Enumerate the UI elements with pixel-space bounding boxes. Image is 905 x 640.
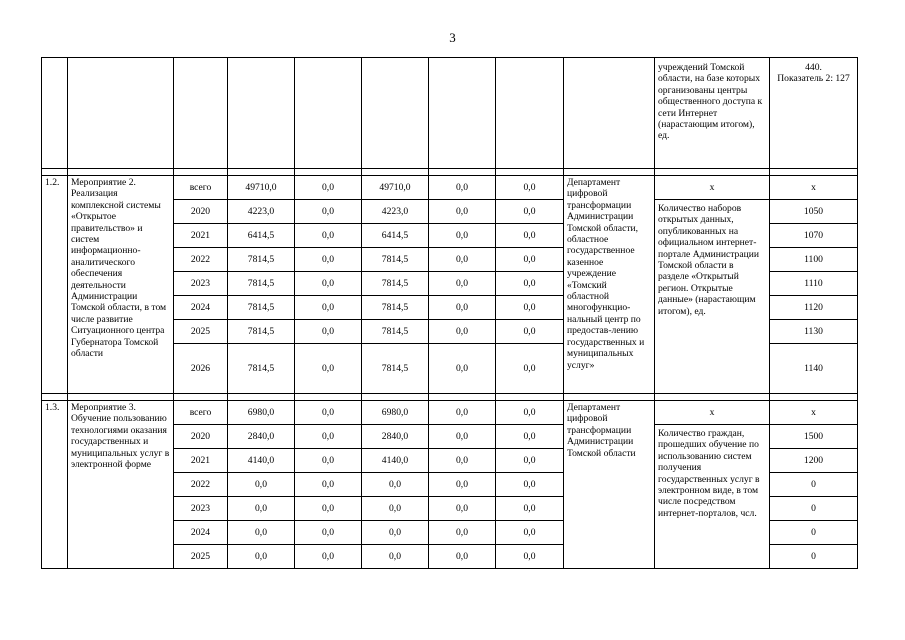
year-cell: 2024 [174,296,228,320]
total-cell: 7814,5 [228,296,295,320]
indicator-header-value: х [770,401,858,425]
value-cell: 0,0 [295,320,362,344]
cell-empty [496,58,564,169]
spacer-cell [496,394,564,401]
section-code: 1.3. [42,401,68,569]
value-cell: 0,0 [362,473,429,497]
spacer-cell [174,169,228,176]
value-cell: 0,0 [496,296,564,320]
value-cell: 49710,0 [362,176,429,200]
spacer-cell [228,394,295,401]
continuation-value: 440. Показатель 2: 127 [770,58,858,169]
value-cell: 7814,5 [362,344,429,394]
indicator-header-value: х [770,176,858,200]
section-title: Мероприятие 3. Обучение пользованию технологиями оказания государственных и муниципальных услуг в электронной форме [68,401,174,569]
spacer-cell [564,394,655,401]
spacer-cell [564,169,655,176]
spacer-cell [770,169,858,176]
year-cell: 2021 [174,224,228,248]
section-spacer [42,169,858,176]
total-cell: 4223,0 [228,200,295,224]
value-cell: 0,0 [362,521,429,545]
cell-empty [42,58,68,169]
value-cell: 7814,5 [362,320,429,344]
value-cell: 7814,5 [362,272,429,296]
value-cell: 4223,0 [362,200,429,224]
spacer-cell [362,169,429,176]
value-cell: 0,0 [429,224,496,248]
total-cell: 0,0 [228,473,295,497]
total-cell: 6414,5 [228,224,295,248]
value-cell: 0,0 [429,425,496,449]
value-cell: 0,0 [496,521,564,545]
value-cell: 0,0 [295,200,362,224]
cell-empty [68,58,174,169]
value-cell: 0,0 [496,344,564,394]
total-cell: 2840,0 [228,425,295,449]
table-body [42,58,858,569]
total-cell: 7814,5 [228,248,295,272]
value-cell: 0,0 [496,200,564,224]
value-cell: 0,0 [496,425,564,449]
spacer-cell [429,394,496,401]
year-cell: 2022 [174,473,228,497]
year-cell: 2026 [174,344,228,394]
year-cell: 2025 [174,320,228,344]
spacer-cell [228,169,295,176]
section-title: Мероприятие 2. Реализация комплексной системы «Открытое правительство» и систем информационно-аналитического обеспечения деятельности Администрации Томской области, в том числе развитие Ситуационного центра Губернатора Томской области [68,176,174,394]
page-number: 3 [449,30,456,45]
indicator-value: 1110 [770,272,858,296]
value-cell: 0,0 [295,344,362,394]
indicator-value: 1500 [770,425,858,449]
value-cell: 0,0 [295,272,362,296]
value-cell: 0,0 [295,176,362,200]
section-code: 1.2. [42,176,68,394]
indicator-value: 1200 [770,449,858,473]
spacer-cell [295,169,362,176]
value-cell: 0,0 [295,296,362,320]
year-cell: 2025 [174,545,228,569]
value-cell: 6980,0 [362,401,429,425]
year-cell: всего [174,176,228,200]
table-row [42,176,858,200]
value-cell: 0,0 [295,224,362,248]
section-indicator: Количество граждан, прошедших обучение по использованию систем получения государственных услуг в электронном виде, в том числе посредством интернет-порталов, чсл. [655,425,770,569]
indicator-value: 0 [770,521,858,545]
value-cell: 0,0 [362,497,429,521]
value-cell: 0,0 [295,521,362,545]
value-cell: 0,0 [362,545,429,569]
value-cell: 7814,5 [362,296,429,320]
value-cell: 0,0 [496,320,564,344]
cell-empty [174,58,228,169]
year-cell: 2022 [174,248,228,272]
indicator-header: х [655,176,770,200]
section-indicator: Количество наборов открытых данных, опубликованных на официальном интернет-портале Администрации Томской области в разделе «Открытый регион. Открытые данные» (нарастающим итогом), ед. [655,200,770,394]
indicator-value: 0 [770,545,858,569]
value-cell: 0,0 [429,344,496,394]
year-cell: 2020 [174,200,228,224]
continuation-indicator: учреждений Томской области, на базе которых организованы центры общественного доступа к сети Интернет (нарастающим итогом), ед. [655,58,770,169]
section-executor: Департамент цифровой трансформации Администрации Томской области, областное государственное казенное учреждение «Томский областной многофункцио-нальный центр по предостав-лению государственных и муниципальных услуг» [564,176,655,394]
value-cell: 0,0 [295,425,362,449]
indicator-value: 1100 [770,248,858,272]
value-cell: 2840,0 [362,425,429,449]
value-cell: 0,0 [429,200,496,224]
value-cell: 0,0 [295,248,362,272]
value-cell: 0,0 [496,176,564,200]
value-cell: 0,0 [496,545,564,569]
value-cell: 0,0 [429,272,496,296]
section-spacer [42,394,858,401]
value-cell: 0,0 [429,545,496,569]
indicator-value: 1130 [770,320,858,344]
total-cell: 7814,5 [228,344,295,394]
total-cell: 7814,5 [228,272,295,296]
total-cell: 7814,5 [228,320,295,344]
year-cell: 2021 [174,449,228,473]
value-cell: 0,0 [429,521,496,545]
total-cell: 49710,0 [228,176,295,200]
cell-empty [362,58,429,169]
value-cell: 0,0 [496,449,564,473]
year-cell: 2024 [174,521,228,545]
spacer-cell [42,169,68,176]
value-cell: 6414,5 [362,224,429,248]
indicator-value: 1050 [770,200,858,224]
spacer-cell [68,394,174,401]
spacer-cell [655,394,770,401]
value-cell: 0,0 [429,176,496,200]
indicator-value: 0 [770,473,858,497]
cell-empty [564,58,655,169]
value-cell: 0,0 [496,401,564,425]
value-cell: 0,0 [429,401,496,425]
spacer-cell [496,169,564,176]
total-cell: 6980,0 [228,401,295,425]
value-cell: 0,0 [295,401,362,425]
total-cell: 4140,0 [228,449,295,473]
value-cell: 0,0 [429,449,496,473]
continuation-row [42,58,858,169]
value-cell: 0,0 [429,473,496,497]
spacer-cell [429,169,496,176]
value-cell: 0,0 [429,296,496,320]
value-cell: 0,0 [429,320,496,344]
year-cell: 2023 [174,497,228,521]
value-cell: 0,0 [496,248,564,272]
value-cell: 0,0 [295,449,362,473]
value-cell: 0,0 [496,473,564,497]
section-executor: Департамент цифровой трансформации Администрации Томской области [564,401,655,569]
year-cell: 2023 [174,272,228,296]
value-cell: 0,0 [496,272,564,296]
spacer-cell [362,394,429,401]
value-cell: 0,0 [429,248,496,272]
spacer-cell [655,169,770,176]
year-cell: 2020 [174,425,228,449]
cell-empty [429,58,496,169]
spacer-cell [770,394,858,401]
indicator-value: 0 [770,497,858,521]
indicator-value: 1140 [770,344,858,394]
value-cell: 0,0 [295,545,362,569]
value-cell: 0,0 [496,497,564,521]
indicator-value: 1120 [770,296,858,320]
cell-empty [228,58,295,169]
total-cell: 0,0 [228,545,295,569]
spacer-cell [295,394,362,401]
value-cell: 0,0 [295,497,362,521]
value-cell: 7814,5 [362,248,429,272]
spacer-cell [174,394,228,401]
indicator-header: х [655,401,770,425]
cell-empty [295,58,362,169]
total-cell: 0,0 [228,497,295,521]
table-row [42,401,858,425]
value-cell: 0,0 [295,473,362,497]
value-cell: 0,0 [429,497,496,521]
total-cell: 0,0 [228,521,295,545]
value-cell: 4140,0 [362,449,429,473]
spacer-cell [68,169,174,176]
value-cell: 0,0 [496,224,564,248]
indicator-value: 1070 [770,224,858,248]
year-cell: всего [174,401,228,425]
spacer-cell [42,394,68,401]
program-table [41,57,858,569]
